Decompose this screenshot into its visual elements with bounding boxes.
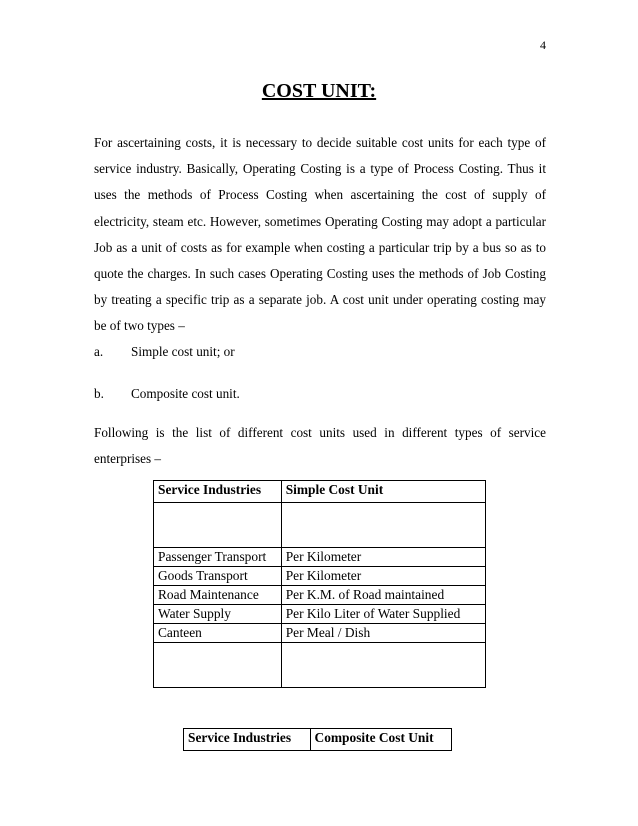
industry-cell: Canteen: [154, 624, 282, 643]
table-header-row: [184, 729, 452, 751]
page-number: 4: [540, 38, 546, 52]
blank-cell: [154, 643, 282, 688]
unit-cell: Per Kilometer: [281, 548, 485, 567]
list-item-text: Simple cost unit; or: [131, 344, 235, 359]
unit-cell: Per Kilo Liter of Water Supplied: [281, 605, 485, 624]
header-service-industries: Service Industries: [184, 729, 311, 751]
list-item-composite: [94, 384, 240, 404]
list-item-text: Composite cost unit.: [131, 386, 240, 401]
following-paragraph: Following is the list of different cost units used in different types of service enterprises –: [94, 425, 546, 467]
blank-cell: [281, 503, 485, 548]
table-header-row: [154, 481, 486, 503]
list-marker: b.: [94, 386, 104, 401]
table-row: [154, 548, 486, 567]
header-composite-cost-unit: Composite Cost Unit: [310, 729, 451, 751]
composite-cost-unit-table: [183, 728, 452, 751]
industry-cell: Road Maintenance: [154, 586, 282, 605]
industry-cell: Water Supply: [154, 605, 282, 624]
table-row: [154, 567, 486, 586]
simple-cost-unit-table: [153, 480, 486, 688]
blank-row: [154, 643, 486, 688]
table-row: [154, 605, 486, 624]
unit-cell: Per Kilometer: [281, 567, 485, 586]
industry-cell: Goods Transport: [154, 567, 282, 586]
unit-cell: Per K.M. of Road maintained: [281, 586, 485, 605]
table-row: [154, 586, 486, 605]
table-row: [154, 624, 486, 643]
intro-paragraph: For ascertaining costs, it is necessary to decide suitable cost units for each type of service industry. Basically, Operating Costing is a type of Process Costing. Thus it uses the methods of Process Costing when ascertaining the cost of supply of electricity, steam etc. However, sometimes Operating Costing may adopt a particular Job as a unit of costs as for example when costing a particular trip by a bus so as to quote the charges. In such cases Operating Costing uses the methods of Job Costing by treating a specific trip as a separate job. A cost unit under operating costing may be of two types –: [94, 135, 546, 334]
header-service-industries: Service Industries: [154, 481, 282, 503]
section-title: COST UNIT:: [261, 80, 377, 102]
blank-cell: [154, 503, 282, 548]
list-marker: a.: [94, 344, 104, 359]
list-item-simple: [94, 342, 235, 362]
header-simple-cost-unit: Simple Cost Unit: [281, 481, 485, 503]
blank-row: [154, 503, 486, 548]
industry-cell: Passenger Transport: [154, 548, 282, 567]
unit-cell: Per Meal / Dish: [281, 624, 485, 643]
blank-cell: [281, 643, 485, 688]
